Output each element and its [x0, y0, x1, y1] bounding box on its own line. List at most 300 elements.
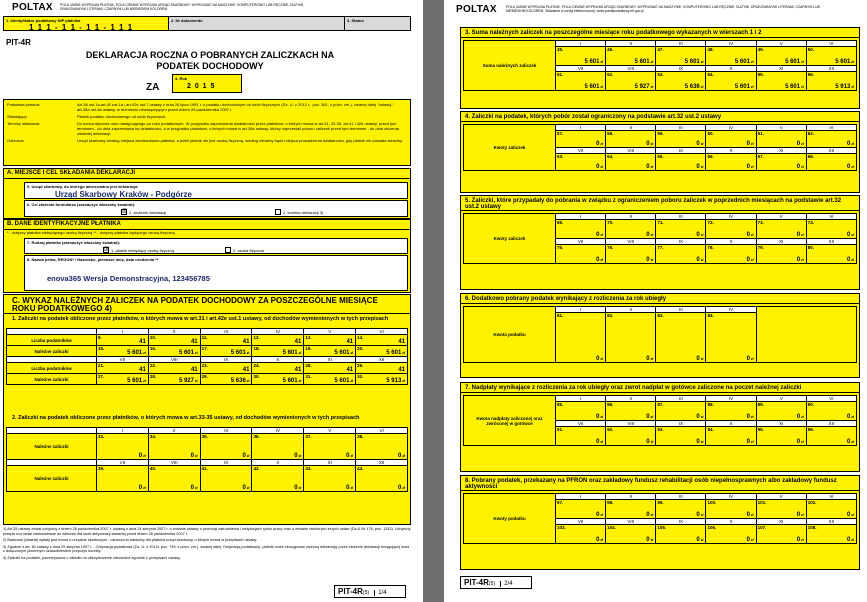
amount-cell[interactable]	[606, 131, 656, 148]
currency-unit: zł	[649, 513, 654, 517]
currency-unit: zł	[699, 258, 704, 262]
currency-unit: zł	[297, 379, 302, 383]
amount-cell[interactable]	[656, 131, 706, 148]
section-7-header: 7. Nadpłaty wynikające z rozliczenia za rok ubiegły oraz zwrot nadpłat w gotówce zaliczone na poczet należnej zaliczki	[460, 382, 860, 394]
form-code: PIT-4R	[6, 38, 31, 47]
field-number: 46.	[607, 47, 614, 52]
advance-cell[interactable]	[200, 374, 252, 385]
amount-cell[interactable]	[656, 427, 706, 446]
field-value: 0 zł	[696, 537, 704, 543]
field-value: 0 zł	[846, 439, 854, 445]
amount-cell[interactable]	[756, 154, 806, 171]
amount-cell[interactable]	[806, 427, 856, 446]
month-header: IV	[706, 307, 756, 313]
field-value: 0 zł	[846, 414, 854, 420]
payer-type-option-1-label: 1. płatnik niebędący osobą fizyczną	[111, 247, 174, 253]
field-number: 32.	[357, 374, 364, 379]
currency-unit: zł	[699, 415, 704, 419]
amount-cell[interactable]	[756, 500, 806, 519]
advance-cell[interactable]	[356, 346, 408, 357]
footnote: 2) Bankowe (dawniej wpłaty jest mowa o urzędzie skarbowym - oznacza to właściwy dla płatnika urząd skarbowy, o którym mowa w przepisach ustawy.	[3, 538, 258, 543]
field-value: 5 601 zł	[584, 59, 604, 65]
section-4-table	[463, 124, 857, 171]
amount-cell[interactable]	[656, 525, 706, 544]
field-value: 0 zł	[397, 453, 405, 459]
month-header: V	[756, 494, 806, 500]
month-header: VII	[556, 421, 606, 427]
field-number: 92.	[607, 427, 614, 432]
advance-cell[interactable]	[252, 374, 304, 385]
month-header: IX	[656, 519, 706, 525]
amount-cell[interactable]	[706, 131, 756, 148]
field-value: 0 zł	[696, 439, 704, 445]
field-number: 26.	[357, 363, 364, 368]
amount-cell[interactable]	[756, 220, 806, 239]
form-page-1	[0, 0, 423, 602]
row-label: Należne zaliczki	[7, 374, 97, 385]
month-header: V	[304, 428, 356, 434]
currency-unit: zł	[800, 233, 804, 237]
currency-unit: zł	[800, 60, 804, 64]
advance-cell[interactable]	[97, 466, 149, 492]
field-value: 0 zł	[696, 257, 704, 263]
legal-info-row	[7, 121, 407, 136]
amount-cell[interactable]	[756, 47, 806, 66]
field-value: 5 601 zł	[282, 378, 302, 384]
advance-cell[interactable]	[200, 434, 252, 460]
field-number: 30.	[253, 374, 260, 379]
field-value: 0 zł	[746, 414, 754, 420]
month-header: II	[606, 396, 656, 402]
field-number: 27.	[98, 374, 105, 379]
amount-cell[interactable]	[656, 313, 706, 363]
amount-cell[interactable]	[556, 427, 606, 446]
amount-cell[interactable]	[606, 525, 656, 544]
field-value: 41	[139, 367, 146, 373]
currency-unit: zł	[699, 142, 704, 146]
advance-cell[interactable]	[97, 374, 149, 385]
advance-cell[interactable]	[148, 434, 200, 460]
field-value: 0 zł	[696, 512, 704, 518]
month-header: I	[556, 214, 606, 220]
amount-cell[interactable]	[556, 525, 606, 544]
field-value: 0 zł	[696, 414, 704, 420]
amount-cell[interactable]	[556, 72, 606, 91]
amount-cell[interactable]	[806, 500, 856, 519]
month-header: XI	[756, 421, 806, 427]
field-number: 76.	[607, 245, 614, 250]
field-number: 17.	[201, 346, 208, 351]
amount-cell[interactable]	[656, 402, 706, 421]
payer-count-cell[interactable]	[356, 335, 408, 346]
month-header: II	[148, 329, 200, 335]
currency-unit: zł	[800, 85, 804, 89]
legal-info-row	[7, 114, 407, 119]
amount-cell[interactable]	[806, 154, 856, 171]
advance-cell[interactable]	[304, 434, 356, 460]
advance-cell[interactable]	[356, 374, 408, 385]
month-header: II	[606, 494, 656, 500]
advance-cell[interactable]	[252, 466, 304, 492]
currency-unit: zł	[800, 538, 804, 542]
checked-checkbox-icon[interactable]: ☒	[104, 247, 110, 253]
field-number: 55.	[757, 72, 764, 77]
field-value: 0 zł	[646, 356, 654, 362]
amount-cell[interactable]	[806, 525, 856, 544]
month-header: VII	[556, 66, 606, 72]
amount-cell[interactable]	[806, 47, 856, 66]
page-footer	[334, 585, 406, 598]
footnote: 1) Art.35 ustawy został uchylony z dniem 26 października 2007 r. ustawą z dnia 24 sierpnia 2007 r. o zmianie ustawy o promocji zatrudnienia i instytucjach rynku pracy oraz o zmianie niektórych innych ustaw (Dz.U.Nr 176, poz. 1243). Uchylony przepis ma nadal zastosowanie do zaliczek dla osób aktywizacji zawartej przed dniem 26 października 2007 r.	[3, 527, 411, 536]
currency-unit: zł	[599, 233, 604, 237]
field-number: 82.	[607, 313, 614, 318]
field-number: 44.	[357, 466, 364, 471]
field-number: 89.	[757, 402, 764, 407]
field-number: 39.	[98, 466, 105, 471]
currency-unit: zł	[800, 513, 804, 517]
payer-type-field	[24, 238, 408, 254]
currency-unit: zł	[599, 513, 604, 517]
field-value: 0 zł	[796, 537, 804, 543]
payer-count-row	[7, 363, 408, 374]
field-number: 13.	[305, 335, 312, 340]
amount-cell[interactable]	[806, 131, 856, 148]
amount-cell[interactable]	[806, 72, 856, 91]
payer-count-cell[interactable]	[356, 363, 408, 374]
currency-unit: zł	[349, 379, 354, 383]
section-3-table	[463, 40, 857, 91]
currency-unit: zł	[649, 538, 654, 542]
amount-cell[interactable]	[606, 72, 656, 91]
advance-cell[interactable]	[200, 346, 252, 357]
unchecked-checkbox-icon[interactable]	[225, 247, 231, 253]
month-header: VI	[806, 41, 856, 47]
amount-cell[interactable]	[706, 220, 756, 239]
field-value: 0 zł	[746, 257, 754, 263]
field-value: 0 zł	[696, 356, 704, 362]
amount-cell[interactable]	[606, 402, 656, 421]
footer-version: (5)	[488, 581, 496, 587]
section-b-note: * - dotyczy płatnika niebędącego osobą fizyczną ** - dotyczy płatnika będącego osobą fizyczną	[7, 230, 175, 235]
currency-unit: zł	[699, 165, 704, 169]
field-value: 0 zł	[846, 512, 854, 518]
amount-cell[interactable]	[706, 313, 756, 363]
row-label: Kwoty zaliczek	[464, 214, 556, 264]
amount-cell[interactable]	[706, 525, 756, 544]
field-value: 0 zł	[796, 439, 804, 445]
amount-cell[interactable]	[606, 427, 656, 446]
amount-cell[interactable]	[656, 154, 706, 171]
month-header: IV	[706, 41, 756, 47]
advance-cell[interactable]	[356, 466, 408, 492]
amount-cell[interactable]	[806, 245, 856, 264]
amount-cell[interactable]	[706, 402, 756, 421]
amount-cell[interactable]	[656, 220, 706, 239]
amount-cell[interactable]	[606, 245, 656, 264]
field-value: 0 zł	[796, 232, 804, 238]
field-value: 0 zł	[242, 453, 250, 459]
advance-row	[7, 466, 408, 492]
field-value: 0 zł	[846, 141, 854, 147]
section-c2-title: 2. Zaliczki na podatek obliczone przez płatników, o których mowa w art.33-35 ustawy, od dochodów wymienionych w tych przepisach	[12, 415, 360, 421]
month-header: IV	[706, 494, 756, 500]
field-value: 5 601 zł	[334, 350, 354, 356]
currency-unit: zł	[749, 440, 754, 444]
month-header: IX	[656, 66, 706, 72]
month-header: VIII	[606, 148, 656, 154]
field-value: 0 zł	[596, 512, 604, 518]
month-header: XII	[356, 357, 408, 363]
amount-cell[interactable]	[706, 154, 756, 171]
row-label: Należne zaliczki	[7, 346, 97, 357]
field-number: 102.	[807, 500, 817, 505]
field-number: 62.	[807, 131, 815, 136]
nip-value: 1 1 1 - 1 1 - 1 1 - 1 1 1	[29, 23, 134, 32]
legal-info-row	[7, 102, 407, 112]
payer-name-field[interactable]	[24, 255, 408, 291]
unchecked-checkbox-icon[interactable]	[275, 209, 281, 215]
field-number: 22.	[149, 363, 157, 368]
amount-cell[interactable]	[756, 131, 806, 148]
currency-unit: zł	[749, 85, 754, 89]
payer-count-cell[interactable]	[304, 335, 356, 346]
payer-name-label: 8. Nazwa pełna, REGON* / Nazwisko, pierwsze imię, data urodzenia **	[27, 257, 159, 262]
payer-count-cell[interactable]	[97, 363, 149, 374]
amount-cell[interactable]	[706, 245, 756, 264]
currency-unit: zł	[749, 538, 754, 542]
field-value: 5 601 zł	[835, 59, 854, 65]
month-header: VII	[556, 148, 606, 154]
advance-cell[interactable]	[97, 346, 149, 357]
advance-cell[interactable]	[148, 346, 200, 357]
month-header: V	[756, 214, 806, 220]
payer-name-value: enova365 Wersja Demonstracyjna, 123456785	[47, 274, 210, 283]
currency-unit: zł	[850, 85, 854, 89]
payer-count-cell[interactable]	[200, 363, 252, 374]
month-header: XI	[756, 239, 806, 245]
month-header: XII	[356, 460, 408, 466]
field-value: 0 zł	[596, 141, 604, 147]
payer-count-cell[interactable]	[200, 335, 252, 346]
currency-unit: zł	[699, 357, 704, 361]
field-value: 5 927 zł	[178, 378, 198, 384]
amount-cell[interactable]	[706, 500, 756, 519]
month-header: IV	[706, 214, 756, 220]
currency-unit: zł	[649, 60, 654, 64]
field-value: 5 601 zł	[282, 350, 302, 356]
amount-cell[interactable]	[656, 245, 706, 264]
currency-unit: zł	[297, 454, 302, 458]
month-header: IV	[706, 125, 756, 131]
field-value: 5 601 zł	[734, 84, 754, 90]
currency-unit: zł	[800, 142, 804, 146]
amount-cell[interactable]	[556, 220, 606, 239]
field-number: 31.	[305, 374, 312, 379]
footer-version: (5)	[362, 590, 370, 596]
advance-cell[interactable]	[304, 346, 356, 357]
amount-cell[interactable]	[706, 72, 756, 91]
field-value: 0 zł	[796, 164, 804, 170]
field-value: 0 zł	[696, 232, 704, 238]
month-header: VI	[806, 396, 856, 402]
month-header: VI	[806, 125, 856, 131]
amount-cell[interactable]	[656, 500, 706, 519]
advance-cell[interactable]	[97, 434, 149, 460]
currency-unit: zł	[245, 486, 250, 490]
tax-office-field[interactable]	[24, 182, 408, 199]
field-number: 81.	[557, 313, 564, 318]
legal-info-key: Odbiorca:	[7, 138, 25, 143]
amount-cell[interactable]	[756, 525, 806, 544]
amount-cell[interactable]	[606, 313, 656, 363]
currency-unit: zł	[349, 454, 354, 458]
amount-cell[interactable]	[556, 154, 606, 171]
advance-cell[interactable]	[252, 434, 304, 460]
row-label: Liczba podatników	[7, 363, 97, 374]
purpose-option-correction[interactable]	[275, 209, 323, 215]
field-number: 104.	[607, 525, 616, 530]
payer-type-option-2[interactable]	[225, 247, 264, 253]
field-value: 0 zł	[596, 257, 604, 263]
field-value: 0 zł	[746, 164, 754, 170]
payer-count-cell[interactable]	[252, 363, 304, 374]
year-field[interactable]	[172, 74, 242, 93]
payer-count-cell[interactable]	[252, 335, 304, 346]
field-value: 5 636 zł	[230, 378, 250, 384]
currency-unit: zł	[850, 60, 854, 64]
amount-cell[interactable]	[806, 220, 856, 239]
field-value: 41	[242, 339, 250, 345]
field-value: 0 zł	[346, 485, 354, 491]
amount-cell[interactable]	[606, 47, 656, 66]
currency-unit: zł	[800, 415, 804, 419]
year-value: 2 0 1 5	[187, 83, 216, 90]
nip-label: 1. Identyfikator podatkowy NIP płatnika	[6, 18, 81, 23]
section-7-table	[463, 395, 857, 446]
currency-unit: zł	[699, 513, 704, 517]
field-value: 0 zł	[190, 485, 198, 491]
nip-field[interactable]	[4, 17, 169, 30]
payer-type-option-1[interactable]	[103, 247, 174, 253]
month-header: VIII	[148, 460, 200, 466]
month-header: XI	[756, 519, 806, 525]
advance-cell[interactable]	[252, 346, 304, 357]
amount-cell[interactable]	[806, 402, 856, 421]
advance-row	[7, 434, 408, 460]
field-number: 19.	[305, 346, 312, 351]
amount-cell[interactable]	[706, 47, 756, 66]
section-5-table	[463, 213, 857, 264]
purpose-option-2-label: 2. korekta deklaracji 3)	[283, 209, 324, 215]
advance-cell[interactable]	[356, 434, 408, 460]
amount-cell[interactable]	[656, 72, 706, 91]
amount-cell[interactable]	[606, 154, 656, 171]
row-label: Kwota nadpłaty zaliczonej oraz zwróconej w gotówce	[464, 396, 556, 446]
amount-cell[interactable]	[606, 500, 656, 519]
advance-cell[interactable]	[148, 374, 200, 385]
field-value: 5 601 zł	[785, 59, 804, 65]
currency-unit: zł	[401, 351, 405, 355]
advance-cell[interactable]	[148, 466, 200, 492]
payer-count-cell[interactable]	[148, 363, 200, 374]
amount-cell[interactable]	[756, 402, 806, 421]
field-number: 29.	[201, 374, 208, 379]
month-header: VI	[806, 494, 856, 500]
checked-checkbox-icon[interactable]: ☒	[122, 209, 128, 215]
currency-unit: zł	[850, 538, 854, 542]
field-number: 107.	[757, 525, 767, 530]
advance-cell[interactable]	[304, 466, 356, 492]
payer-count-cell[interactable]	[97, 335, 149, 346]
purpose-label: 6. Cel złożenia formularza (zaznaczyć właściwy kwadrat):	[27, 202, 136, 207]
payer-count-cell[interactable]	[304, 363, 356, 374]
amount-cell[interactable]	[756, 72, 806, 91]
payer-count-cell[interactable]	[148, 335, 200, 346]
amount-cell[interactable]	[556, 47, 606, 66]
field-number: 94.	[707, 427, 714, 432]
amount-cell[interactable]	[756, 427, 806, 446]
field-value: 41	[398, 339, 405, 345]
field-value: 0 zł	[796, 257, 804, 263]
field-number: 41.	[201, 466, 208, 471]
section-a-body	[3, 178, 411, 219]
month-header: III	[656, 307, 706, 313]
section-b-body	[3, 229, 411, 293]
field-number: 24.	[253, 363, 260, 368]
legal-info-value: Do końca stycznia roku następującego po roku podatkowym. W przypadku zaprzestania działalności przez płatników, o których mowa w art.31, 33-35, art.41 i 42e ustawy, przed tym terminem - do dnia zaprzestania tej działalności, a w przypadku płatników, o których mowa w art.35a ustawy, którzy zaprzestali poboru zaliczek przed tym terminem - do dnia złożenia ostatniej deklaracji.	[77, 121, 399, 136]
field-number: 12.	[253, 335, 260, 340]
amount-cell[interactable]	[556, 313, 606, 363]
amount-cell[interactable]	[656, 47, 706, 66]
field-number: 56.	[807, 72, 815, 77]
amount-cell[interactable]	[556, 402, 606, 421]
document-number-label: 2. Nr dokumentu	[171, 18, 203, 23]
field-value: 5 913 zł	[835, 84, 854, 90]
month-header: VII	[556, 519, 606, 525]
amount-cell[interactable]	[556, 500, 606, 519]
amount-cell[interactable]	[756, 245, 806, 264]
field-value: 0 zł	[646, 257, 654, 263]
month-header: VIII	[606, 421, 656, 427]
field-number: 83.	[657, 313, 664, 318]
field-number: 99.	[657, 500, 664, 505]
field-value: 0 zł	[746, 232, 754, 238]
amount-cell[interactable]	[706, 427, 756, 446]
amount-cell[interactable]	[556, 245, 606, 264]
field-number: 74.	[807, 220, 815, 225]
amount-cell[interactable]	[606, 220, 656, 239]
advance-cell[interactable]	[304, 374, 356, 385]
currency-unit: zł	[599, 440, 604, 444]
footnote: 3) Zgodnie z art. 81 ustawy z dnia 29 sierpnia 1997 r. - Ordynacja podatkowa (Dz. U. z 2012r. poz. 749, z późn. zm.), zwanej dalej 'Ordynacją podatkową', płatnik może skorygować złożoną deklarację przez złożenie deklaracji korygującej wraz z dołączonym pisemnym uzasadnieniem przyczyn korekty.	[3, 544, 410, 554]
field-value: 5 636 zł	[684, 84, 704, 90]
field-number: 101.	[757, 500, 767, 505]
month-header: IX	[200, 460, 252, 466]
advance-cell[interactable]	[200, 466, 252, 492]
field-number: 38.	[357, 434, 364, 439]
purpose-option-declaration[interactable]	[121, 209, 166, 215]
amount-cell[interactable]	[556, 131, 606, 148]
field-value: 0 zł	[138, 453, 146, 459]
field-number: 10.	[149, 335, 157, 340]
field-value: 5 601 zł	[785, 84, 804, 90]
field-number: 100.	[707, 500, 717, 505]
field-value: 5 601 zł	[386, 350, 405, 356]
month-header: VIII	[606, 66, 656, 72]
field-value: 5 601 zł	[584, 84, 604, 90]
month-header: III	[656, 494, 706, 500]
field-number: 72.	[707, 220, 714, 225]
